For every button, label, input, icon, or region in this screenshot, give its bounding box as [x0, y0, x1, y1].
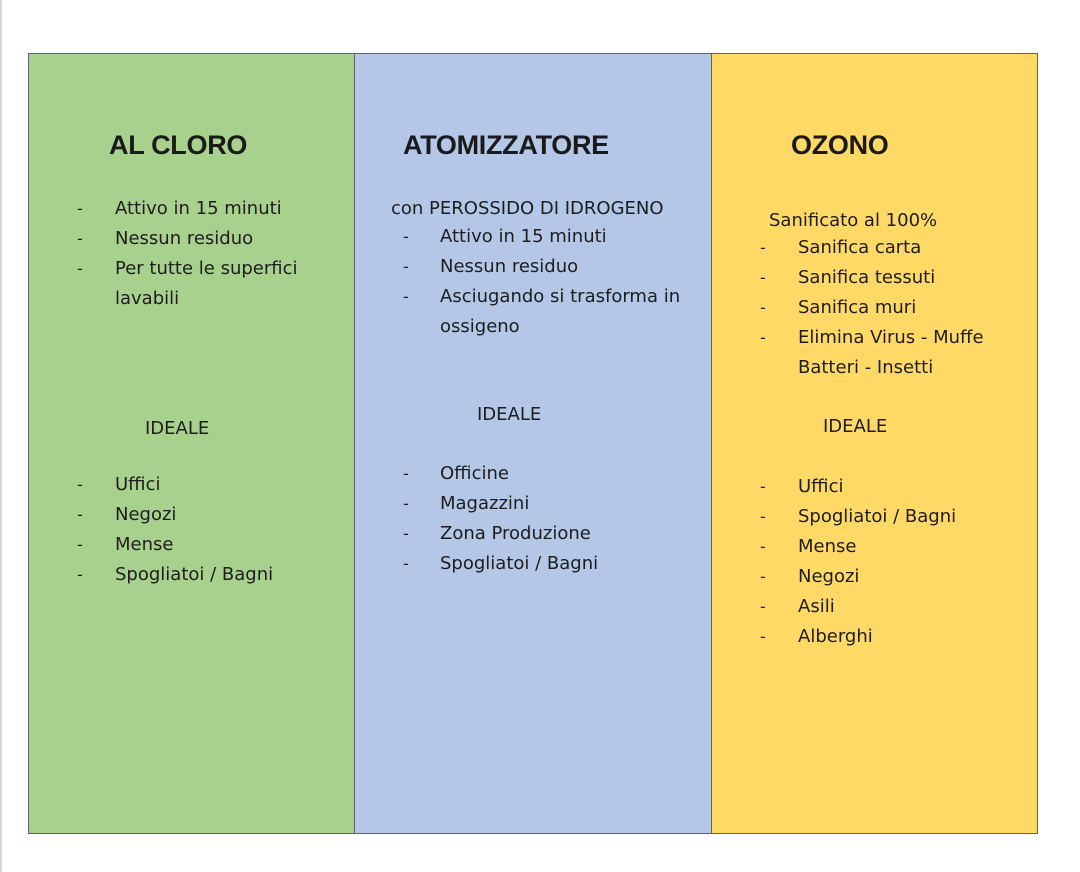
bullet-dash: -	[760, 507, 766, 526]
list-item-text: Spogliatoi / Bagni	[440, 553, 599, 574]
list-item	[77, 470, 273, 500]
column-intro: Sanificato al 100%	[769, 210, 938, 231]
bullet-dash: -	[403, 494, 409, 513]
list-item	[760, 472, 956, 502]
list-item-text: Mense	[115, 534, 174, 555]
list-item-text: Sanifica carta	[798, 237, 922, 258]
list-item-text: Officine	[440, 463, 509, 484]
features-list	[77, 194, 298, 314]
list-item	[77, 560, 274, 590]
list-item	[403, 222, 680, 252]
list-item-text: Asili	[798, 596, 835, 617]
list-item-text: Spogliatoi / Bagni	[115, 564, 274, 585]
list-item-continuation	[115, 284, 298, 314]
list-item	[77, 224, 298, 254]
column-title: AL CLORO	[109, 130, 248, 160]
list-item-text: Uffici	[115, 474, 161, 495]
bullet-dash: -	[760, 298, 766, 317]
list-item-text: Elimina Virus - Muffe	[798, 327, 984, 348]
list-item-text: Alberghi	[798, 626, 873, 647]
list-item-text: Nessun residuo	[115, 228, 254, 249]
bullet-dash: -	[77, 475, 83, 494]
bullet-dash: -	[403, 554, 409, 573]
bullet-dash: -	[77, 505, 83, 524]
list-item	[403, 252, 680, 282]
ideal-list	[77, 470, 274, 590]
bullet-dash: -	[77, 259, 83, 278]
list-item-text: Asciugando si trasforma in	[440, 286, 681, 307]
list-item	[760, 562, 956, 592]
list-item	[403, 549, 599, 579]
comparison-table	[28, 53, 1038, 834]
list-item	[403, 282, 681, 312]
list-item-text: Negozi	[115, 504, 177, 525]
list-item-text: lavabili	[115, 288, 180, 309]
features-list	[403, 222, 681, 342]
list-item	[403, 519, 598, 549]
features-list	[760, 233, 984, 383]
bullet-dash: -	[760, 537, 766, 556]
bullet-dash: -	[77, 229, 83, 248]
list-item	[403, 489, 598, 519]
list-item-text: ossigeno	[440, 316, 520, 337]
bullet-dash: -	[760, 238, 766, 257]
list-item-text: Mense	[798, 536, 857, 557]
list-item-text: Sanifica tessuti	[798, 267, 936, 288]
list-item-text: Attivo in 15 minuti	[115, 198, 282, 219]
list-item	[77, 254, 298, 284]
list-item	[760, 592, 956, 622]
list-item-text: Sanifica muri	[798, 297, 917, 318]
bullet-dash: -	[760, 268, 766, 287]
list-item	[403, 459, 598, 489]
list-item	[760, 502, 957, 532]
list-item-text: Nessun residuo	[440, 256, 579, 277]
list-item	[760, 622, 956, 652]
column-title: OZONO	[791, 130, 889, 160]
ideal-list	[403, 459, 599, 579]
list-item	[760, 293, 984, 323]
bullet-dash: -	[403, 524, 409, 543]
ideal-label: IDEALE	[477, 404, 542, 425]
list-item-text: Negozi	[798, 566, 860, 587]
list-item-text: Uffici	[798, 476, 844, 497]
bullet-dash: -	[760, 597, 766, 616]
bullet-dash: -	[760, 328, 766, 347]
list-item	[77, 500, 273, 530]
column-intro: con PEROSSIDO DI IDROGENO	[391, 198, 664, 219]
list-item-continuation	[798, 353, 984, 383]
list-item	[760, 233, 984, 263]
bullet-dash: -	[760, 567, 766, 586]
column-ozono	[712, 54, 1037, 833]
list-item-text: Per tutte le superfici	[115, 258, 298, 279]
column-al-cloro	[29, 54, 355, 833]
ideal-list	[760, 472, 957, 652]
ideal-label: IDEALE	[145, 418, 210, 439]
column-atomizzatore	[355, 54, 712, 833]
list-item-text: Spogliatoi / Bagni	[798, 506, 957, 527]
bullet-dash: -	[403, 287, 409, 306]
list-item-text: Attivo in 15 minuti	[440, 226, 607, 247]
list-item	[77, 194, 298, 224]
bullet-dash: -	[760, 477, 766, 496]
bullet-dash: -	[403, 464, 409, 483]
list-item	[760, 532, 956, 562]
bullet-dash: -	[403, 227, 409, 246]
bullet-dash: -	[760, 627, 766, 646]
bullet-dash: -	[403, 257, 409, 276]
list-item	[760, 263, 984, 293]
ideal-label: IDEALE	[823, 416, 888, 437]
list-item-text: Magazzini	[440, 493, 530, 514]
bullet-dash: -	[77, 199, 83, 218]
list-item-text: Zona Produzione	[440, 523, 591, 544]
list-item	[760, 323, 984, 353]
bullet-dash: -	[77, 565, 83, 584]
list-item-text: Batteri - Insetti	[798, 357, 934, 378]
bullet-dash: -	[77, 535, 83, 554]
list-item-continuation	[440, 312, 680, 342]
column-title: ATOMIZZATORE	[403, 130, 609, 160]
list-item	[77, 530, 273, 560]
